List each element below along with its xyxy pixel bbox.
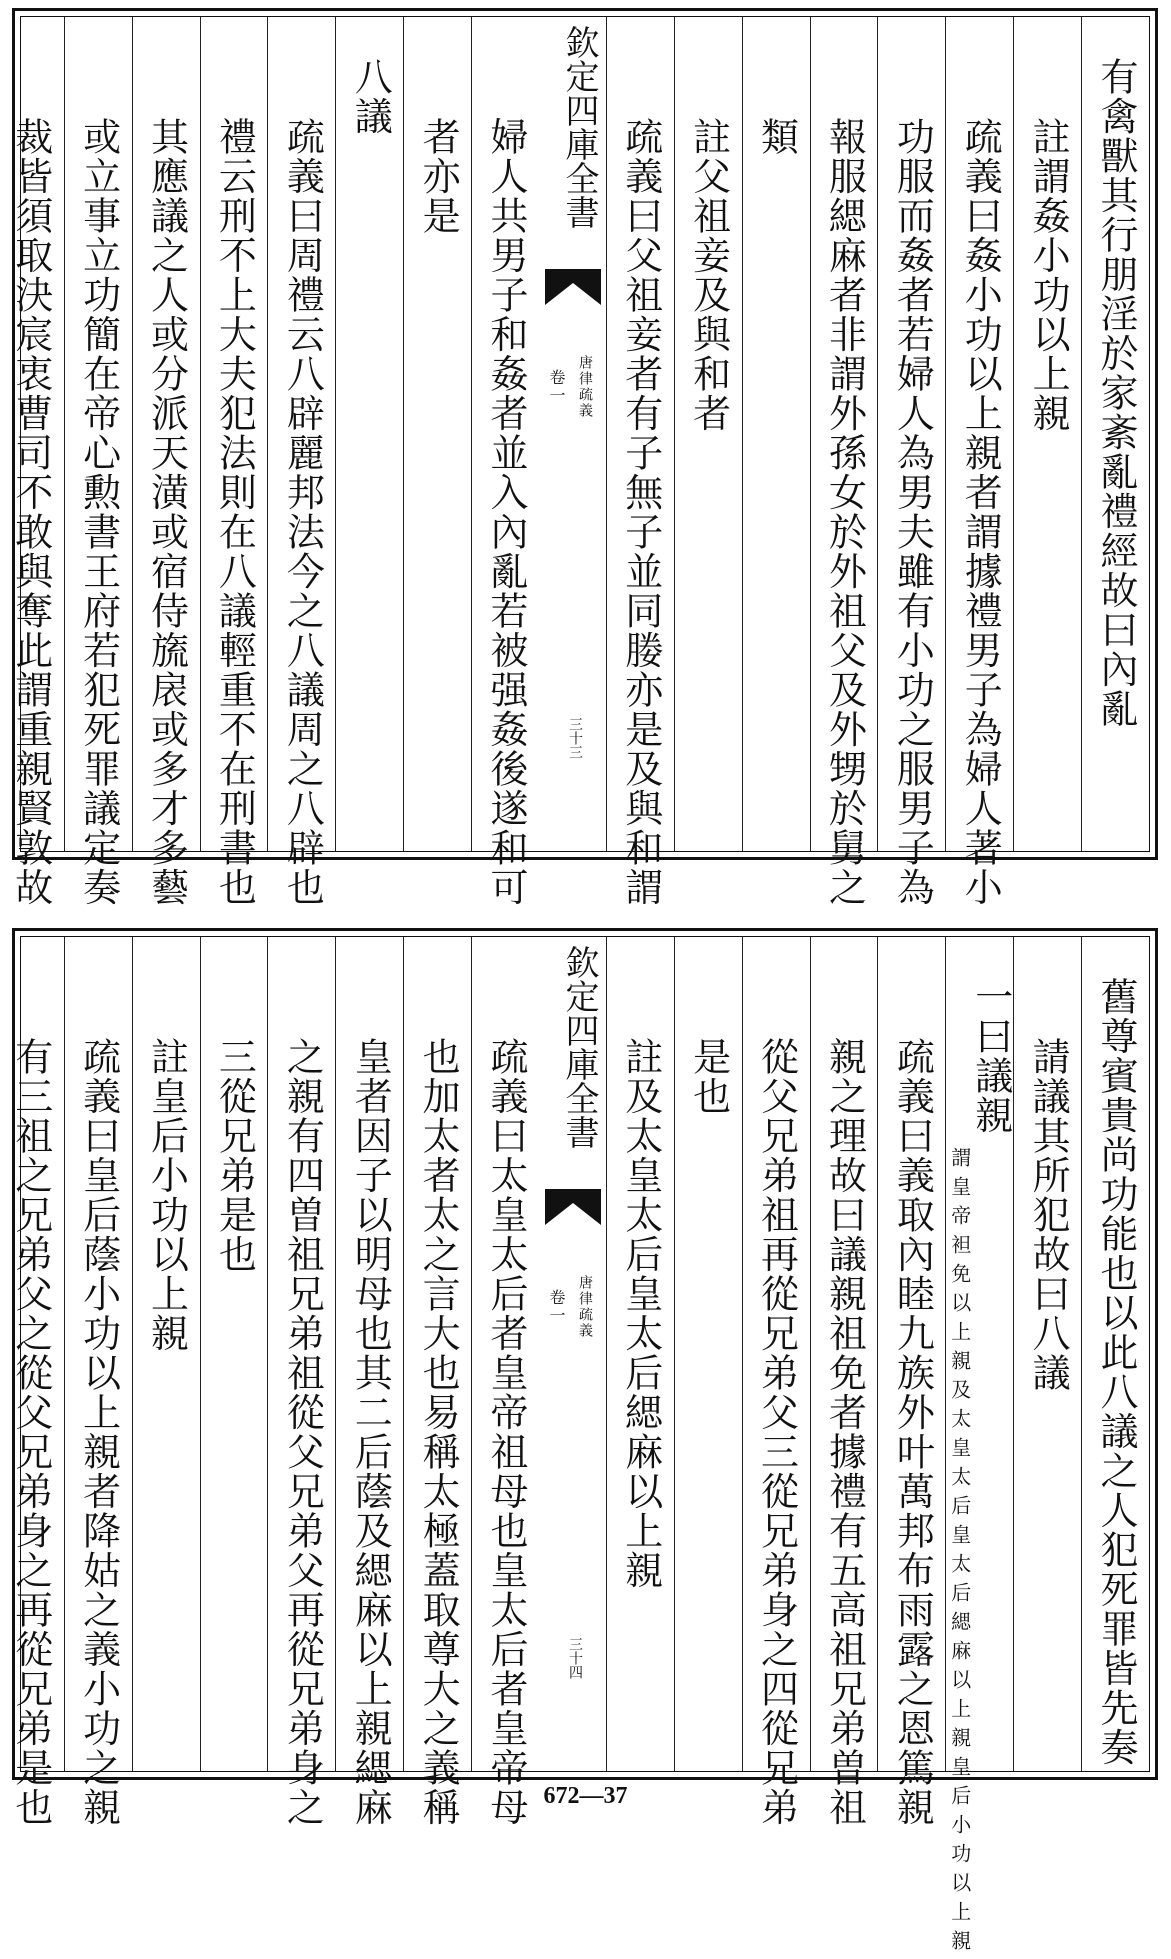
column-text: 親之理故曰議親祖免者據禮有五高祖兄弟曽祖	[822, 1037, 867, 1827]
inline-commentary: 謂皇帝袒免以上親及太皇太后皇太后緦麻以上親皇后小功以上親	[947, 1147, 972, 1959]
text-column	[0, 937, 65, 1827]
text-column	[201, 937, 269, 1771]
text-column	[201, 17, 269, 907]
column-text: 裁皆須取決宸衷曹司不敢與奪此謂重親賢敦故	[8, 117, 53, 907]
column-text: 疏義曰姦小功以上親者謂據禮男子為婦人著小	[958, 117, 1003, 907]
text-column	[404, 17, 472, 851]
text-column	[811, 937, 879, 1827]
column-text: 之親有四曽祖兄弟祖從父兄弟父再從兄弟身之	[280, 1037, 325, 1827]
column-text: 者亦是	[416, 117, 461, 236]
text-column	[268, 937, 336, 1827]
text-column	[743, 17, 811, 851]
text-column	[1014, 937, 1082, 1771]
column-text: 是也	[686, 1037, 731, 1116]
text-column	[1082, 17, 1149, 851]
juan-number: 卷一	[546, 1289, 566, 1325]
column-text: 三從兄弟是也	[212, 1037, 257, 1274]
book-subtitle: 唐律疏義	[576, 1275, 593, 1339]
text-column	[0, 17, 65, 907]
leaf-number: 三十四	[566, 1637, 583, 1679]
text-column	[878, 937, 946, 1827]
text-column	[65, 17, 133, 907]
column-text: 八議	[348, 57, 393, 136]
column-text: 疏義曰皇后蔭小功以上親者降姑之義小功之親	[76, 1037, 121, 1827]
column-text: 有禽獸其行朋淫於家紊亂禮經故曰內亂	[1094, 57, 1138, 729]
column-text: 舊尊賓貴尚功能也以此八議之人犯死罪皆先奏	[1094, 977, 1138, 1767]
text-column	[472, 937, 539, 1827]
text-column	[336, 937, 404, 1827]
text-column	[675, 17, 743, 851]
column-text: 功服而姦者若婦人為男夫雖有小功之服男子為	[890, 117, 935, 907]
column-text: 類	[754, 117, 799, 157]
text-column	[675, 937, 743, 1771]
text-columns	[8, 17, 1149, 907]
column-text: 皇者因子以明母也其二后蔭及緦麻以上親緦麻	[348, 1037, 393, 1827]
text-column	[65, 937, 133, 1827]
book-title: 欽定四庫全書	[558, 25, 599, 229]
text-column	[472, 17, 539, 907]
text-column	[946, 937, 1014, 1959]
page-footer-number: 672—37	[543, 1783, 628, 1809]
text-column	[268, 17, 336, 907]
column-text: 從父兄弟祖再從兄弟父三從兄弟身之四從兄弟	[754, 1037, 799, 1827]
column-text: 禮云刑不上大夫犯法則在八議輕重不在刑書也	[212, 117, 257, 907]
column-text: 註父祖妾及與和者	[686, 117, 731, 433]
column-text: 報服緦麻者非謂外孫女於外祖父及外甥於舅之	[822, 117, 867, 907]
text-column	[133, 937, 201, 1771]
column-text: 其應議之人或分派天潢或宿侍旒扆或多才多藝	[144, 117, 189, 907]
column-text: 疏義曰周禮云八辟麗邦法今之八議周之八辟也	[280, 117, 325, 907]
column-text: 疏義曰義取內睦九族外叶萬邦布雨露之恩篤親	[890, 1037, 935, 1827]
book-title: 欽定四庫全書	[558, 945, 599, 1149]
text-column	[336, 17, 404, 851]
leaf-number: 三十三	[566, 717, 583, 759]
column-text: 請議其所犯故曰八議	[1026, 1037, 1071, 1393]
fishtail-mark	[545, 269, 601, 309]
column-text: 疏義曰太皇太后者皇帝祖母也皇太后者皇帝母	[483, 1037, 528, 1827]
fishtail-mark	[545, 1189, 601, 1229]
page-top	[8, 8, 1158, 907]
column-text: 或立事立功簡在帝心勲書王府若犯死罪議定奏	[76, 117, 121, 907]
book-subtitle: 唐律疏義	[576, 355, 593, 419]
juan-number: 卷一	[546, 369, 566, 405]
text-column	[946, 17, 1014, 907]
text-column	[133, 17, 201, 907]
text-column	[607, 17, 675, 907]
center-fold-column	[539, 937, 607, 1771]
column-text: 也加太者太之言大也易稱太極蓋取尊大之義稱	[416, 1037, 461, 1827]
text-column	[404, 937, 472, 1827]
column-text: 一曰議親	[968, 977, 1013, 1135]
column-text: 註皇后小功以上親	[144, 1037, 189, 1353]
column-text: 疏義曰父祖妾者有子無子並同媵亦是及與和謂	[618, 117, 663, 907]
text-column	[743, 937, 811, 1827]
text-column	[878, 17, 946, 907]
column-text: 有三祖之兄弟父之從父兄弟身之再從兄弟是也	[8, 1037, 53, 1827]
text-column	[607, 937, 675, 1771]
column-text: 註謂姦小功以上親	[1026, 117, 1071, 433]
text-column	[1014, 17, 1082, 851]
entry-with-note	[946, 977, 1013, 1959]
column-text: 婦人共男子和姦者並入內亂若被强姦後遂和可	[483, 117, 528, 907]
column-text: 註及太皇太后皇太后緦麻以上親	[618, 1037, 663, 1590]
text-column	[811, 17, 879, 907]
text-column	[1082, 937, 1149, 1771]
center-fold-column	[539, 17, 607, 851]
